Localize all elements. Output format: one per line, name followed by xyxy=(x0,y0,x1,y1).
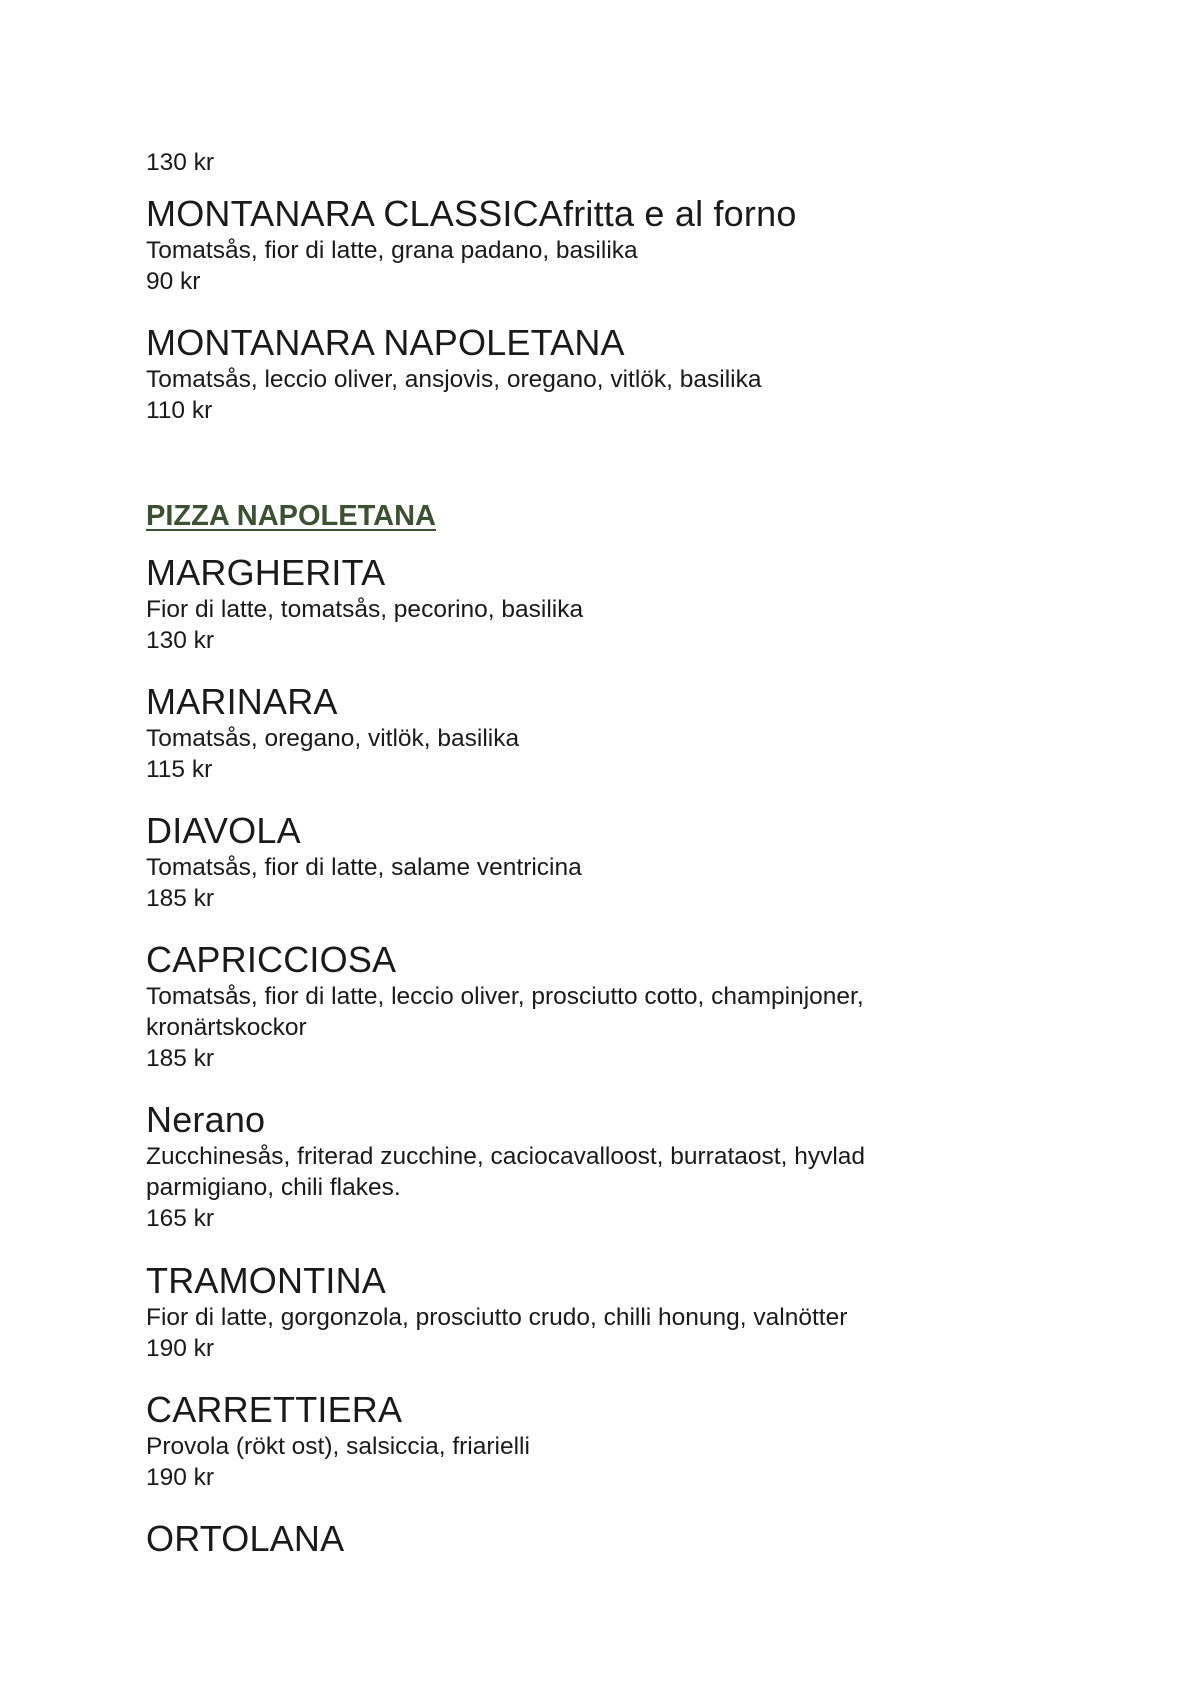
item-price: 185 kr xyxy=(146,1045,215,1072)
menu-item xyxy=(146,939,1146,1074)
item-price: 190 kr xyxy=(146,1464,215,1491)
item-name: DIAVOLA xyxy=(146,810,301,851)
item-description: Fior di latte, gorgonzola, prosciutto crudo, chilli honung, valnötter xyxy=(146,1304,848,1331)
menu-item xyxy=(146,810,1146,914)
menu-item xyxy=(146,552,1146,656)
item-description: Tomatsås, oregano, vitlök, basilika xyxy=(146,725,520,752)
menu-item xyxy=(146,681,1146,785)
item-price: 90 kr xyxy=(146,268,201,295)
item-description: Fior di latte, tomatsås, pecorino, basilika xyxy=(146,596,584,623)
menu-item xyxy=(146,322,1146,426)
item-description: Zucchinesås, friterad zucchine, caciocavalloost, burrataost, hyvlad parmigiano, chili flakes. xyxy=(146,1143,866,1201)
item-name: MONTANARA NAPOLETANA xyxy=(146,322,625,363)
item-price: 110 kr xyxy=(146,397,213,424)
item-price: 165 kr xyxy=(146,1205,215,1232)
item-description: Tomatsås, leccio oliver, ansjovis, oregano, vitlök, basilika xyxy=(146,366,762,393)
item-price: 190 kr xyxy=(146,1335,215,1362)
item-price: 115 kr xyxy=(146,756,213,783)
item-price: 185 kr xyxy=(146,885,215,912)
item-description: Tomatsås, fior di latte, grana padano, basilika xyxy=(146,237,638,264)
item-name: TRAMONTINA xyxy=(146,1260,386,1301)
menu-item xyxy=(146,1389,1146,1493)
item-description: Tomatsås, fior di latte, salame ventricina xyxy=(146,854,582,881)
menu-item xyxy=(146,1099,1146,1234)
item-name: ORTOLANA xyxy=(146,1518,345,1559)
item-price: 130 kr xyxy=(146,627,215,654)
item-name: CARRETTIERA xyxy=(146,1389,403,1430)
item-description: Tomatsås, fior di latte, leccio oliver, prosciutto cotto, champinjoner, kronärtskockor xyxy=(146,983,864,1041)
item-description: Provola (rökt ost), salsiccia, friarielli xyxy=(146,1433,530,1460)
item-name: MONTANARA CLASSICAfritta e al forno xyxy=(146,193,797,234)
section-heading: PIZZA NAPOLETANA xyxy=(146,500,436,532)
menu-item xyxy=(146,1518,1146,1560)
item-name: MARGHERITA xyxy=(146,552,386,593)
item-price: 130 kr xyxy=(146,149,215,176)
item-name: CAPRICCIOSA xyxy=(146,939,397,980)
menu-item xyxy=(146,1260,1146,1364)
item-name: MARINARA xyxy=(146,681,338,722)
item-name: Nerano xyxy=(146,1099,266,1140)
menu-item xyxy=(146,193,1146,297)
